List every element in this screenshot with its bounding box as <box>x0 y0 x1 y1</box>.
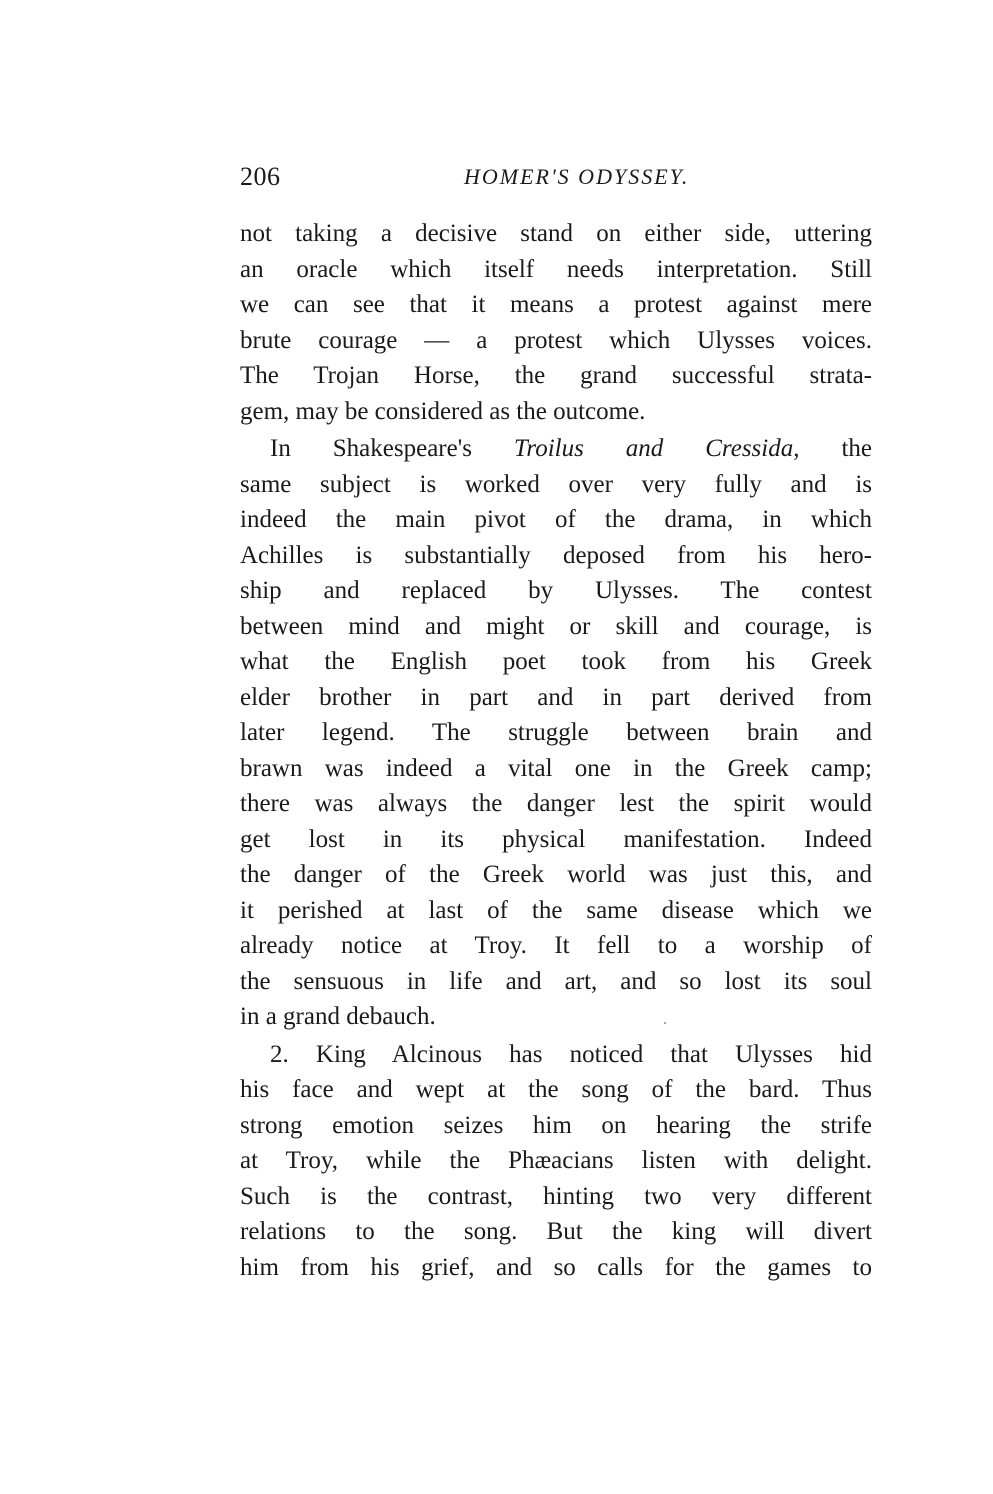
body-text <box>240 216 872 1285</box>
text-line: relations to the song. But the king will divert <box>240 1218 872 1245</box>
text-line: we can see that it means a protest against mere <box>240 291 872 318</box>
text-line: the danger of the Greek world was just this, and <box>240 861 872 888</box>
text-line: brawn was indeed a vital one in the Greek camp; <box>240 754 872 782</box>
text-line: not taking a decisive stand on either side, uttering <box>240 220 872 247</box>
text-line: what the English poet took from his Greek <box>240 648 872 675</box>
text-line: in a grand debauch. <box>240 1003 436 1030</box>
text-line: strong emotion seizes him on hearing the strife <box>240 1111 872 1139</box>
text-line: between mind and might or skill and courage, is <box>240 612 872 640</box>
text-line: already notice at Troy. It fell to a worship of <box>240 932 872 959</box>
text-line <box>240 431 872 467</box>
text-line: ship and replaced by Ulysses. The contest <box>240 577 872 604</box>
text-line: at Troy, while the Phæacians listen with delight. <box>240 1147 872 1174</box>
text-line: Such is the contrast, hinting two very different <box>240 1182 872 1210</box>
text-line: same subject is worked over very fully and is <box>240 470 872 498</box>
text-line: it perished at last of the same disease which we <box>240 896 872 924</box>
text-line: The Trojan Horse, the grand successful strata- <box>240 362 872 389</box>
work-title: Troilus and Cressida <box>513 435 794 462</box>
text-line: 2. King Alcinous has noticed that Ulysses hid <box>270 1040 872 1068</box>
running-head <box>240 162 872 194</box>
page-number: 206 <box>240 162 281 191</box>
text-line: indeed the main pivot of the drama, in which <box>240 506 872 533</box>
running-title: HOMER'S ODYSSEY. <box>464 164 690 189</box>
text-line: later legend. The struggle between brain and <box>240 719 872 746</box>
text-line: the sensuous in life and art, and so lost its soul <box>240 967 872 995</box>
text-line: there was always the danger lest the spirit would <box>240 790 872 817</box>
text-line: him from his grief, and so calls for the games to <box>240 1253 872 1281</box>
text-line: brute courage — a protest which Ulysses voices. <box>240 326 872 354</box>
paper-speck <box>664 1022 666 1024</box>
text-line: gem, may be considered as the outcome. <box>240 397 646 425</box>
text-line: Achilles is substantially deposed from his hero- <box>240 541 872 569</box>
text-line: get lost in its physical manifestation. Indeed <box>240 825 872 853</box>
text-fragment: In Shakespeare's <box>270 435 514 462</box>
text-line: his face and wept at the song of the bard. Thus <box>240 1076 872 1103</box>
text-fragment: , the <box>793 435 872 462</box>
text-line: an oracle which itself needs interpretation. Still <box>240 255 872 283</box>
text-line: elder brother in part and in part derived from <box>240 683 872 711</box>
